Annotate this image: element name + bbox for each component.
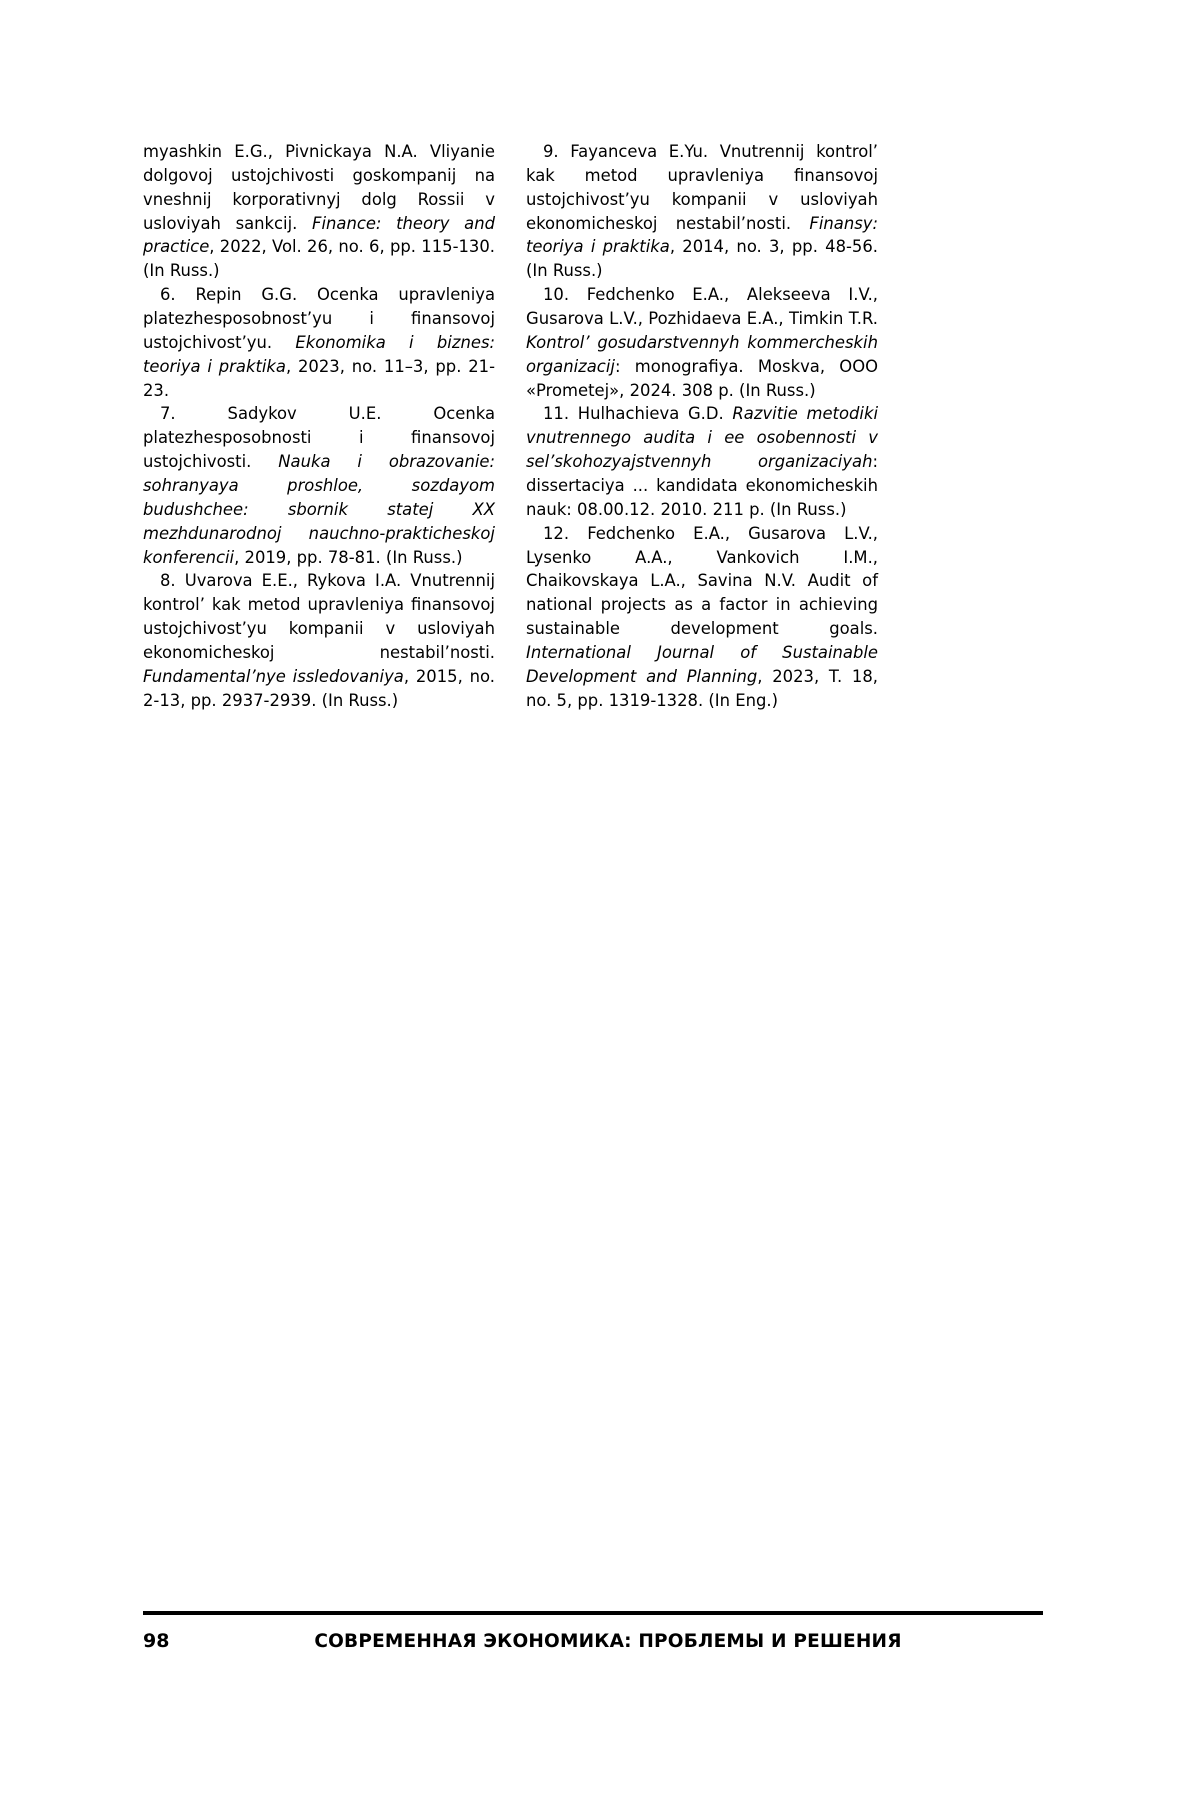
reference-text: 9. Fayanceva E.Yu. Vnutrennij kontrol’ kak metod upravleniya finansovoj ustojchivost’yu kompanii v usloviyah ekonomicheskoj nestabil’nosti. [526,142,878,233]
reference-item [143,283,495,402]
reference-source-title: Razvitie metodiki vnutrennego audita i ee osobennosti v sel’skohozyajstvennyh organizaciyah [526,404,878,472]
reference-item [526,402,878,521]
reference-text: 11. Hulhachieva G.D. [543,404,733,424]
page-number: 98 [143,1630,170,1652]
journal-title: СОВРЕМЕННАЯ ЭКОНОМИКА: ПРОБЛЕМЫ И РЕШЕНИЯ [314,1630,902,1652]
reference-item [526,522,878,713]
reference-text: 12. Fedchenko E.A., Gusarova L.V., Lysenko A.A., Vankovich I.M., Chaikovskaya L.A., Savina N.V. Audit of national projects as a factor in achieving sustainable development goals. [526,523,878,639]
reference-source-title: Fundamental’nye issledovaniya [143,666,404,686]
footer-divider [143,1611,1043,1615]
reference-text: , 2019, pp. 78-81. (In Russ.) [234,547,463,567]
reference-item [143,140,495,283]
reference-source-title: International Journal of Sustainable Development and Planning [526,643,878,686]
reference-item [526,283,878,402]
reference-item [526,140,878,283]
reference-text: 10. Fedchenko E.A., Alekseeva I.V., Gusarova L.V., Pozhidaeva E.A., Timkin T.R. [526,285,878,329]
reference-source-title: Ekonomika i biznes: teoriya i praktika [143,332,496,376]
page-footer [143,1621,1043,1661]
reference-text: : monografiya. Moskva, OOO «Prometej», 2024. 308 p. (In Russ.) [526,356,878,400]
reference-text: 7. Sadykov U.E. Ocenka platezhesposobnosti i finansovoj ustojchivosti. [143,404,495,472]
reference-text: 8. Uvarova E.E., Rykova I.A. Vnutrennij kontrol’ kak metod upravleniya finansovoj ustojchivost’yu kompanii v usloviyah ekonomicheskoj nestabil’nosti. [143,571,495,663]
reference-source-title: Kontrol’ gosudarstvennyh kommercheskih organizacij [526,332,878,376]
reference-text: myashkin E.G., Pivnickaya N.A. Vliyanie dolgovoj ustojchivosti goskompanij na vneshnij korporativnyj dolg Rossii v usloviyah sankcij. [143,142,495,233]
right-column [526,140,878,713]
left-column [143,140,495,713]
reference-text: , 2022, Vol. 26, no. 6, pp. 115-130. (In Russ.) [143,237,495,281]
reference-text: 6. Repin G.G. Ocenka upravleniya platezhesposobnost’yu i finansovoj ustojchivost’yu. [143,285,495,352]
reference-text: , 2014, no. 3, pp. 48-56. (In Russ.) [526,237,878,281]
reference-text: , 2023, T. 18, no. 5, pp. 1319-1328. (In Eng.) [526,666,879,710]
reference-text: , 2015, no. 2-13, pp. 2937-2939. (In Russ.) [143,666,495,710]
reference-item [143,569,495,712]
references-body [143,140,1043,713]
two-column-layout [143,140,1043,713]
reference-text: , 2023, no. 11–3, pp. 21-23. [143,356,495,400]
reference-text: : dissertaciya ... kandidata ekonomicheskih nauk: 08.00.12. 2010. 211 p. (In Russ.) [526,452,878,519]
reference-source-title: Nauka i obrazovanie: sohranyaya proshloe, sozdayom budushchee: sbornik statej XX mezhdunarodnoj nauchno-prakticheskoj konferencii [143,452,496,567]
reference-source-title: Finansy: teoriya i praktika [526,213,878,257]
reference-source-title: Finance: theory and practice [143,213,495,257]
reference-item [143,402,495,569]
